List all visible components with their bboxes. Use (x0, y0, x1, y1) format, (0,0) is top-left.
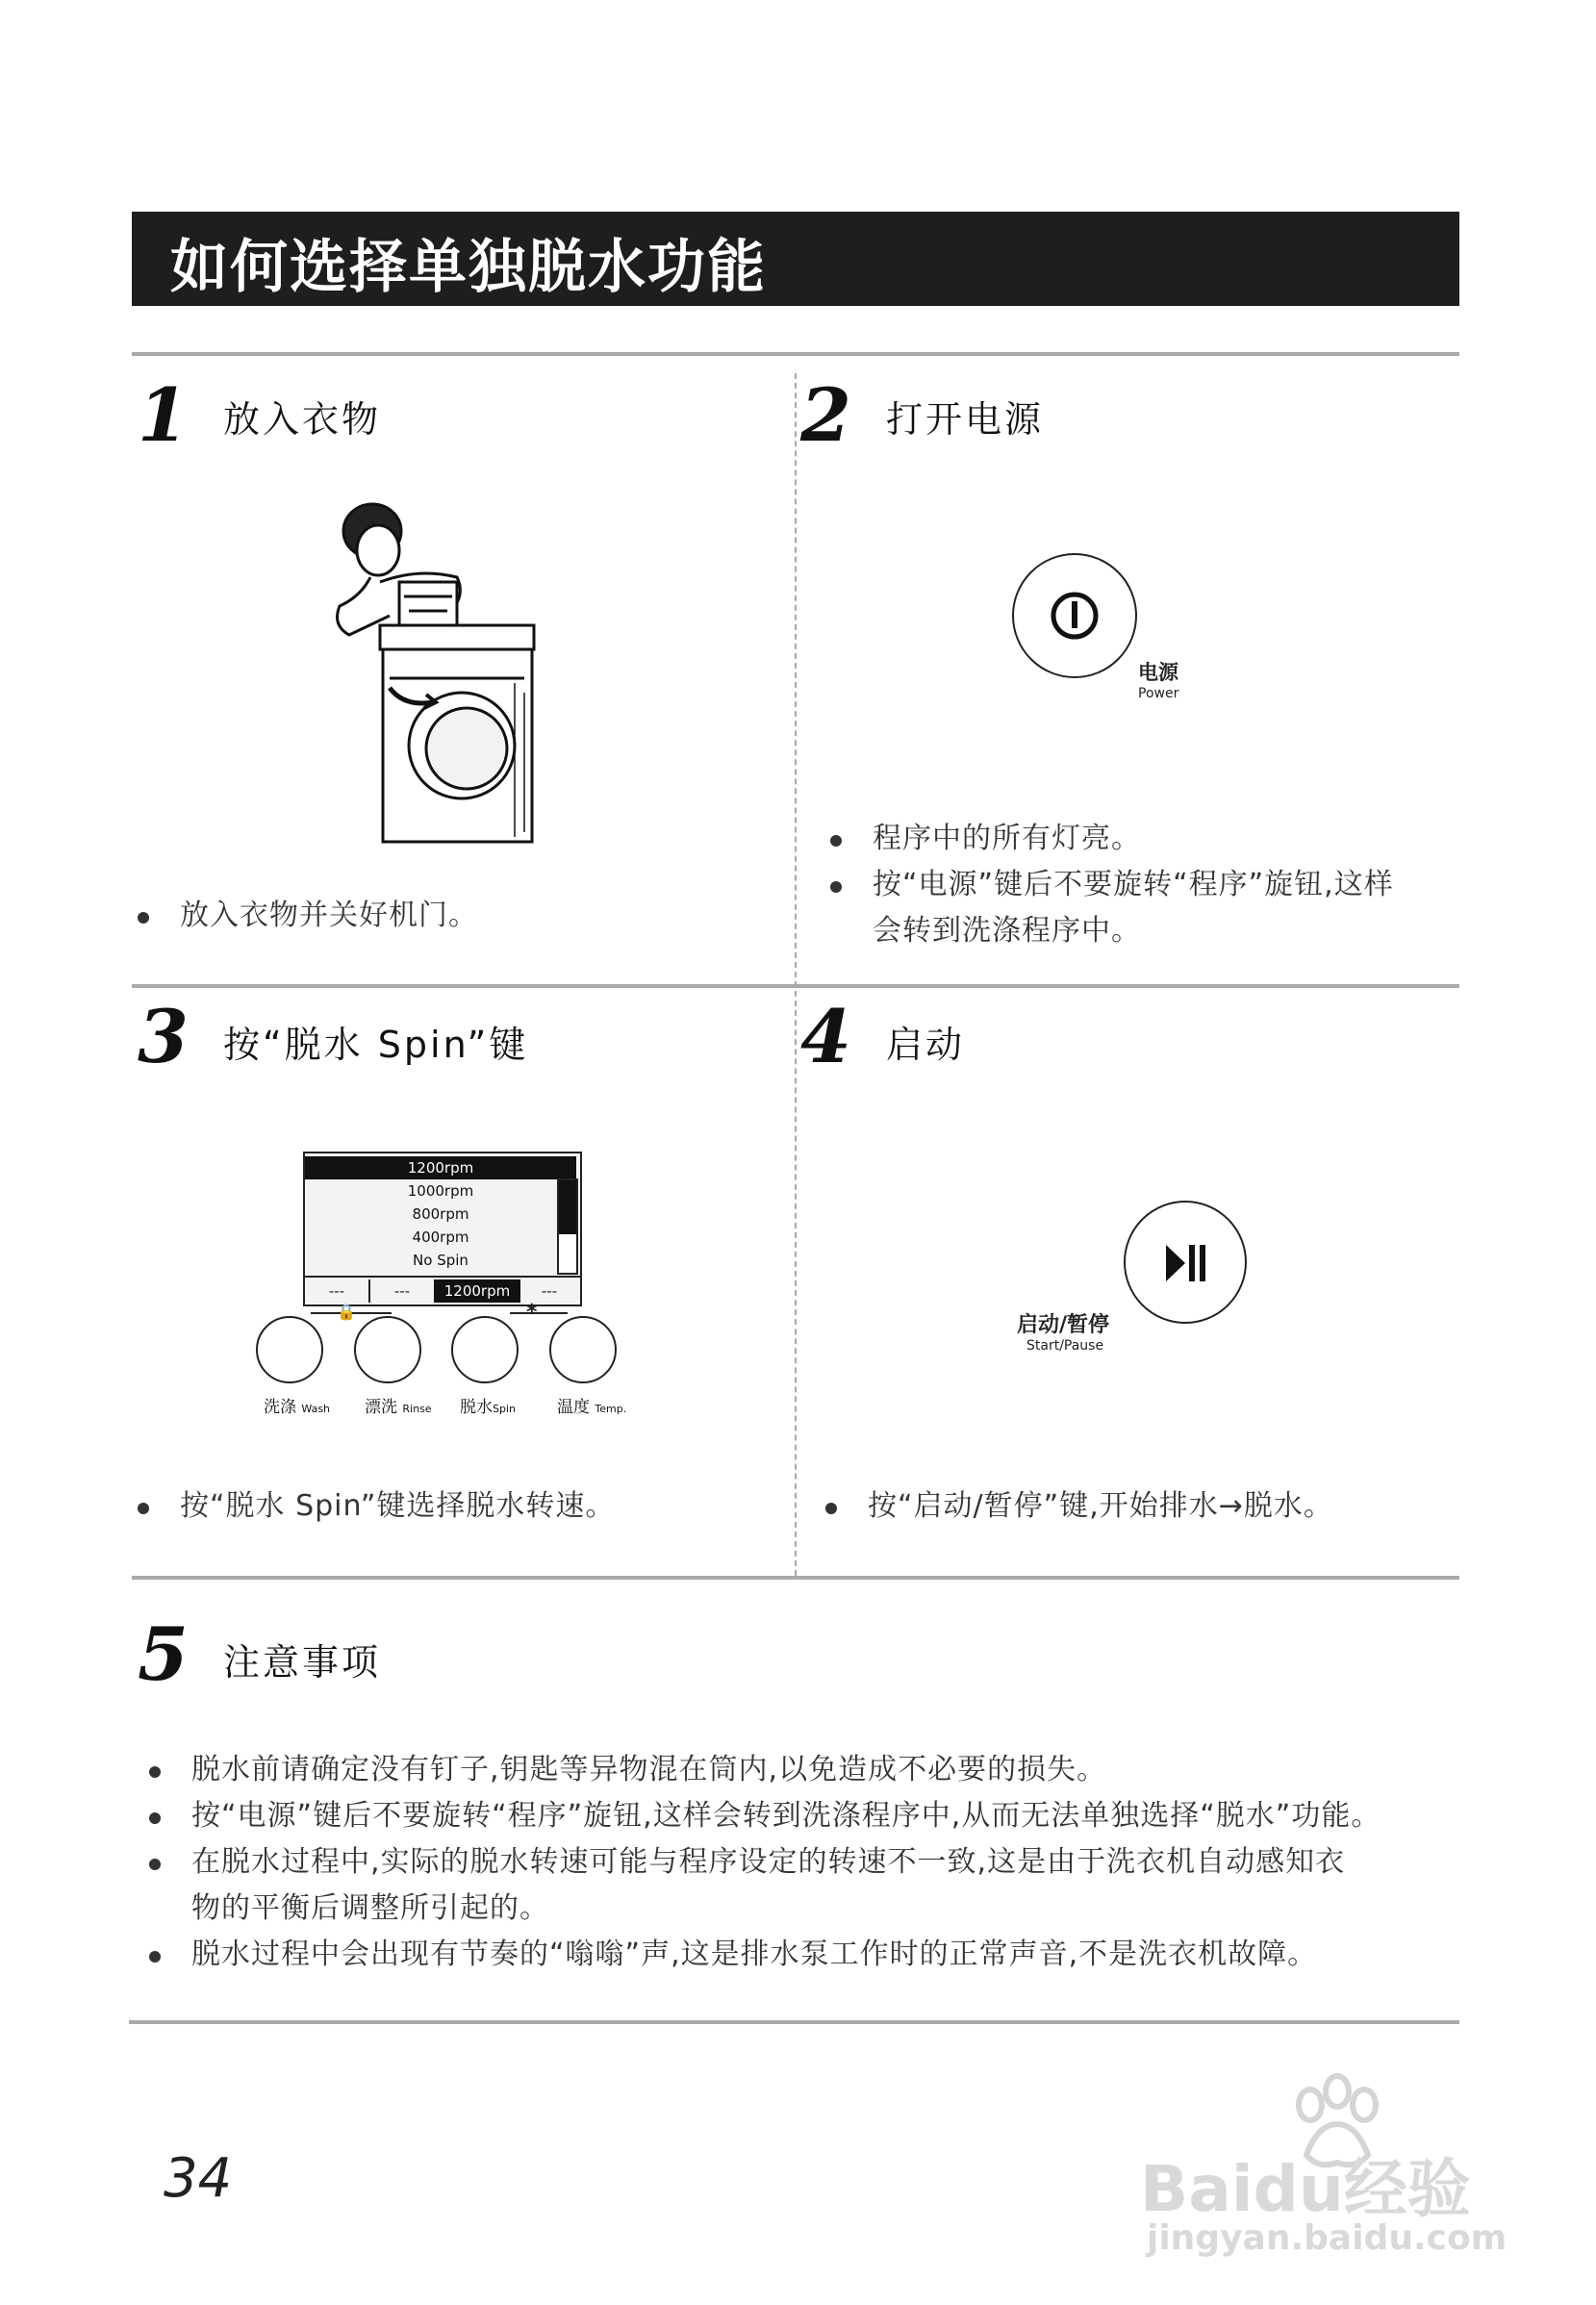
step-1-title: 放入衣物 (223, 398, 382, 441)
bullet-dot (149, 1812, 161, 1824)
lcd-scrollbar (557, 1178, 578, 1275)
lcd-status-selected: 1200rpm (434, 1279, 520, 1303)
bullet-dot (149, 1951, 161, 1963)
divider-top (132, 352, 1459, 356)
lcd-menu-item: 400rpm (412, 1228, 469, 1246)
step-4-number: 4 (800, 994, 851, 1079)
bullet-dot (138, 1503, 149, 1514)
lcd-display (303, 1152, 582, 1306)
divider-bottom (129, 2020, 1459, 2024)
lcd-menu-selected: 1200rpm (305, 1156, 576, 1179)
power-icon (1049, 590, 1101, 642)
step-2-title: 打开电源 (886, 398, 1045, 441)
watermark-brand: Baidu经验 (1140, 2152, 1471, 2226)
bullet-dot (825, 1503, 837, 1514)
lcd-menu-item: 800rpm (412, 1205, 469, 1223)
wash-button[interactable] (256, 1316, 323, 1383)
lcd-status-cell: --- (541, 1282, 558, 1300)
watermark-url: jingyan.baidu.com (1147, 2218, 1507, 2258)
power-label-en: Power (1138, 686, 1179, 701)
start-pause-label-cn: 启动/暂停 (1017, 1313, 1110, 1337)
asterisk-icon: * (526, 1301, 538, 1325)
divider-vertical (795, 373, 797, 1576)
temp-label: 温度 Temp. (557, 1398, 627, 1417)
lcd-menu-item: 1000rpm (407, 1182, 474, 1200)
step-4-title: 启动 (886, 1024, 966, 1066)
start-pause-button[interactable] (1124, 1201, 1247, 1324)
bullet-dot (830, 881, 842, 893)
child-lock-icon: 🔒 (337, 1303, 356, 1321)
power-button[interactable] (1012, 553, 1137, 678)
power-label-cn: 电源 (1138, 661, 1178, 684)
bullet-dot (149, 1859, 161, 1870)
lcd-scrollbar-thumb (559, 1180, 576, 1234)
lcd-status-cell: --- (328, 1282, 345, 1300)
temp-button[interactable] (549, 1316, 617, 1383)
step-5-number: 5 (138, 1611, 189, 1697)
bullet-dot (149, 1766, 161, 1778)
divider-lower (132, 1576, 1459, 1580)
step-5-title: 注意事项 (223, 1641, 382, 1684)
bullet-dot (138, 912, 149, 924)
lcd-menu-item: No Spin (413, 1252, 469, 1269)
step-1-number: 1 (138, 372, 189, 458)
step-2-number: 2 (800, 372, 851, 458)
wash-label: 洗涤 Wash (264, 1398, 331, 1417)
page-title: 如何选择单独脱水功能 (170, 234, 767, 301)
laundry-loading-illustration (322, 491, 553, 847)
page-number: 34 (164, 2147, 233, 2210)
title-bar (132, 212, 1459, 306)
spin-label: 脱水Spin (460, 1398, 516, 1417)
connector-line (510, 1312, 568, 1318)
step-3-title: 按“脱水 Spin”键 (223, 1024, 529, 1066)
rinse-label: 漂洗 Rinse (365, 1398, 432, 1417)
bullet-dot (830, 835, 842, 847)
lcd-status-cell: --- (368, 1279, 434, 1303)
rinse-button[interactable] (354, 1316, 421, 1383)
lcd-separator (305, 1276, 580, 1278)
step-3-number: 3 (138, 994, 189, 1079)
spin-button[interactable] (451, 1316, 519, 1383)
play-pause-icon (1164, 1241, 1208, 1285)
start-pause-label-en: Start/Pause (1026, 1338, 1104, 1354)
